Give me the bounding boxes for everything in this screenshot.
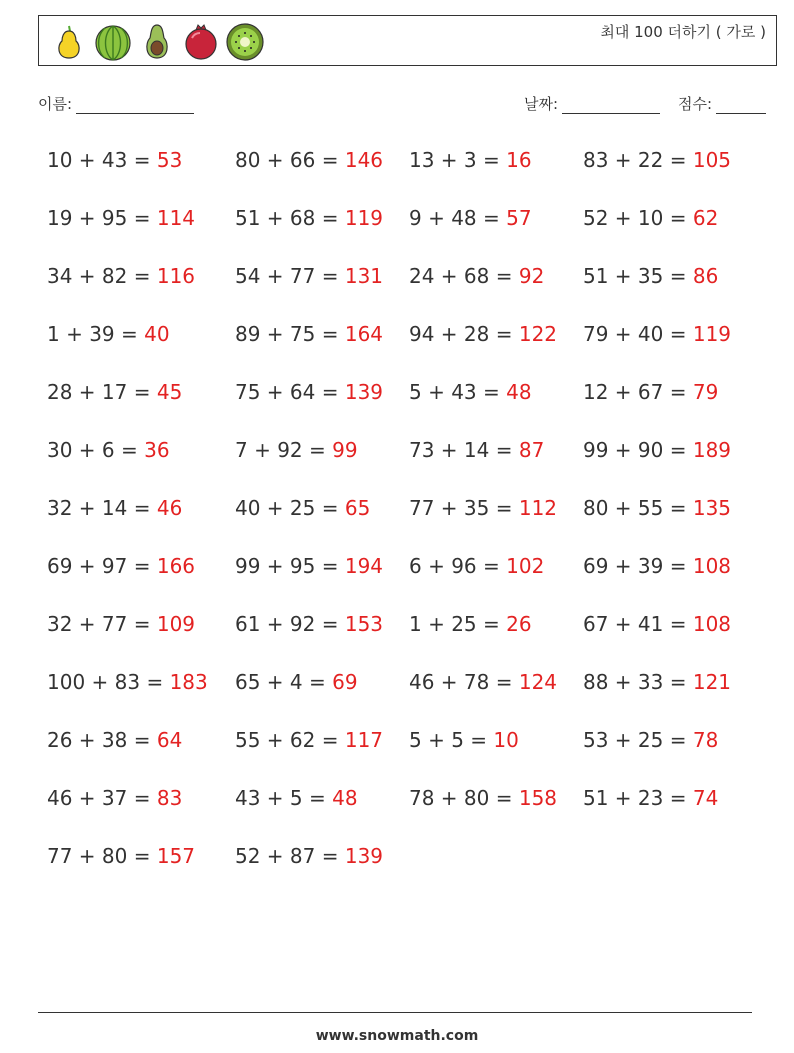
problem-answer: 86	[692, 264, 719, 288]
problem-question: 100 + 83 =	[47, 670, 170, 694]
problem-answer: 87	[518, 438, 545, 462]
problem-item	[47, 322, 170, 346]
problem-item	[583, 438, 731, 462]
problem-answer: 124	[518, 670, 558, 694]
problem-item	[47, 670, 208, 694]
problem-question: 26 + 38 =	[47, 728, 157, 752]
footer-divider	[38, 1012, 752, 1013]
problem-item	[409, 728, 519, 752]
problem-question: 77 + 80 =	[47, 844, 157, 868]
problem-answer: 112	[518, 496, 558, 520]
problem-question: 43 + 5 =	[235, 786, 333, 810]
problem-item	[583, 496, 731, 520]
problem-answer: 83	[156, 786, 183, 810]
problem-item	[47, 786, 182, 810]
problem-answer: 158	[518, 786, 558, 810]
problem-question: 12 + 67 =	[583, 380, 693, 404]
problem-item	[409, 670, 557, 694]
problem-question: 30 + 6 =	[47, 438, 145, 462]
problem-question: 24 + 68 =	[409, 264, 519, 288]
problem-answer: 40	[144, 322, 170, 346]
problem-question: 13 + 3 =	[409, 148, 507, 172]
problem-answer: 79	[692, 380, 719, 404]
problem-item	[583, 264, 718, 288]
problem-answer: 74	[692, 786, 719, 810]
problem-question: 78 + 80 =	[409, 786, 519, 810]
problem-item	[409, 322, 557, 346]
problem-question: 10 + 43 =	[47, 148, 157, 172]
problem-answer: 26	[506, 612, 532, 636]
problem-question: 88 + 33 =	[583, 670, 693, 694]
problem-item	[235, 496, 370, 520]
problem-item	[235, 264, 383, 288]
problem-answer: 16	[506, 148, 532, 172]
problem-answer: 99	[332, 438, 358, 462]
problem-item	[409, 612, 532, 636]
problem-answer: 135	[692, 496, 732, 520]
problem-question: 28 + 17 =	[47, 380, 157, 404]
problem-item	[235, 380, 383, 404]
problem-item	[235, 728, 383, 752]
problem-question: 69 + 97 =	[47, 554, 157, 578]
problem-answer: 105	[692, 148, 732, 172]
problem-item	[47, 554, 195, 578]
problem-item	[583, 380, 718, 404]
problem-answer: 46	[156, 496, 183, 520]
problem-answer: 45	[156, 380, 183, 404]
problem-answer: 10	[493, 728, 519, 752]
problem-question: 52 + 10 =	[583, 206, 693, 230]
problem-question: 69 + 39 =	[583, 554, 693, 578]
problem-answer: 114	[156, 206, 196, 230]
problem-answer: 108	[692, 612, 732, 636]
problem-question: 5 + 5 =	[409, 728, 494, 752]
problem-answer: 166	[156, 554, 196, 578]
problem-question: 99 + 95 =	[235, 554, 345, 578]
problem-item	[47, 380, 182, 404]
problem-answer: 64	[156, 728, 183, 752]
problem-question: 73 + 14 =	[409, 438, 519, 462]
problem-question: 5 + 43 =	[409, 380, 507, 404]
problem-question: 32 + 77 =	[47, 612, 157, 636]
problem-answer: 109	[156, 612, 196, 636]
score-label: 점수:	[678, 95, 713, 113]
problem-item	[409, 554, 544, 578]
problem-item	[235, 322, 383, 346]
problem-question: 53 + 25 =	[583, 728, 693, 752]
problem-question: 6 + 96 =	[409, 554, 507, 578]
problem-item	[235, 844, 383, 868]
problem-item	[583, 670, 731, 694]
problem-question: 61 + 92 =	[235, 612, 345, 636]
problem-item	[409, 786, 557, 810]
problem-question: 40 + 25 =	[235, 496, 345, 520]
problem-question: 19 + 95 =	[47, 206, 157, 230]
problem-question: 80 + 66 =	[235, 148, 345, 172]
problem-answer: 157	[156, 844, 196, 868]
problem-answer: 139	[344, 380, 384, 404]
problem-question: 1 + 39 =	[47, 322, 145, 346]
problem-answer: 57	[506, 206, 532, 230]
problem-question: 51 + 68 =	[235, 206, 345, 230]
problem-item	[47, 206, 195, 230]
problem-item	[235, 438, 358, 462]
problem-answer: 65	[344, 496, 371, 520]
problem-answer: 102	[506, 554, 545, 578]
problem-item	[235, 554, 383, 578]
problem-question: 32 + 14 =	[47, 496, 157, 520]
problem-question: 94 + 28 =	[409, 322, 519, 346]
problem-answer: 153	[344, 612, 384, 636]
problem-question: 54 + 77 =	[235, 264, 345, 288]
problem-answer: 36	[144, 438, 170, 462]
problem-question: 83 + 22 =	[583, 148, 693, 172]
problem-item	[409, 206, 532, 230]
problem-item	[583, 206, 718, 230]
problem-question: 46 + 78 =	[409, 670, 519, 694]
problem-answer: 164	[344, 322, 384, 346]
problem-item	[235, 670, 358, 694]
problem-item	[409, 496, 557, 520]
problem-question: 46 + 37 =	[47, 786, 157, 810]
problem-answer: 189	[692, 438, 732, 462]
problem-question: 52 + 87 =	[235, 844, 345, 868]
footer-url: www.snowmath.com	[315, 1028, 479, 1044]
problem-item	[583, 322, 731, 346]
problem-question: 79 + 40 =	[583, 322, 693, 346]
problem-question: 80 + 55 =	[583, 496, 693, 520]
problem-question: 51 + 23 =	[583, 786, 693, 810]
problem-answer: 92	[518, 264, 545, 288]
problem-answer: 121	[692, 670, 732, 694]
problem-answer: 78	[692, 728, 719, 752]
problem-question: 9 + 48 =	[409, 206, 507, 230]
problem-item	[47, 148, 182, 172]
problem-answer: 183	[169, 670, 208, 694]
problem-item	[583, 728, 718, 752]
problem-answer: 48	[506, 380, 532, 404]
problem-item	[47, 612, 195, 636]
problem-answer: 131	[344, 264, 384, 288]
problem-item	[235, 612, 383, 636]
problem-answer: 119	[692, 322, 732, 346]
problem-item	[47, 844, 195, 868]
worksheet-title: 최대 100 더하기 ( 가로 )	[600, 23, 766, 41]
problem-item	[583, 786, 718, 810]
problem-answer: 146	[344, 148, 384, 172]
problem-question: 75 + 64 =	[235, 380, 345, 404]
problem-item	[235, 786, 358, 810]
problem-item	[583, 148, 731, 172]
problem-answer: 53	[156, 148, 183, 172]
problem-question: 1 + 25 =	[409, 612, 507, 636]
problem-question: 67 + 41 =	[583, 612, 693, 636]
problem-answer: 117	[344, 728, 384, 752]
name-label: 이름:	[38, 95, 73, 113]
problem-item	[47, 496, 182, 520]
problem-answer: 108	[692, 554, 732, 578]
problem-answer: 69	[332, 670, 358, 694]
problem-item	[47, 264, 195, 288]
problem-item	[409, 438, 544, 462]
problem-item	[583, 612, 731, 636]
problem-question: 7 + 92 =	[235, 438, 333, 462]
problem-answer: 139	[344, 844, 384, 868]
problem-answer: 194	[344, 554, 384, 578]
problem-question: 55 + 62 =	[235, 728, 345, 752]
date-label: 날짜:	[524, 95, 559, 113]
problem-question: 77 + 35 =	[409, 496, 519, 520]
problem-question: 34 + 82 =	[47, 264, 157, 288]
problem-answer: 62	[692, 206, 719, 230]
problem-item	[583, 554, 731, 578]
problem-question: 89 + 75 =	[235, 322, 345, 346]
problem-item	[409, 264, 544, 288]
problem-item	[235, 148, 383, 172]
problem-question: 51 + 35 =	[583, 264, 693, 288]
problem-answer: 119	[344, 206, 384, 230]
problem-item	[235, 206, 383, 230]
problem-item	[47, 728, 182, 752]
problem-item	[409, 148, 532, 172]
problem-question: 99 + 90 =	[583, 438, 693, 462]
problem-item	[409, 380, 532, 404]
problem-answer: 116	[156, 264, 196, 288]
problem-item	[47, 438, 170, 462]
problem-question: 65 + 4 =	[235, 670, 333, 694]
problem-answer: 48	[332, 786, 358, 810]
problem-answer: 122	[518, 322, 558, 346]
